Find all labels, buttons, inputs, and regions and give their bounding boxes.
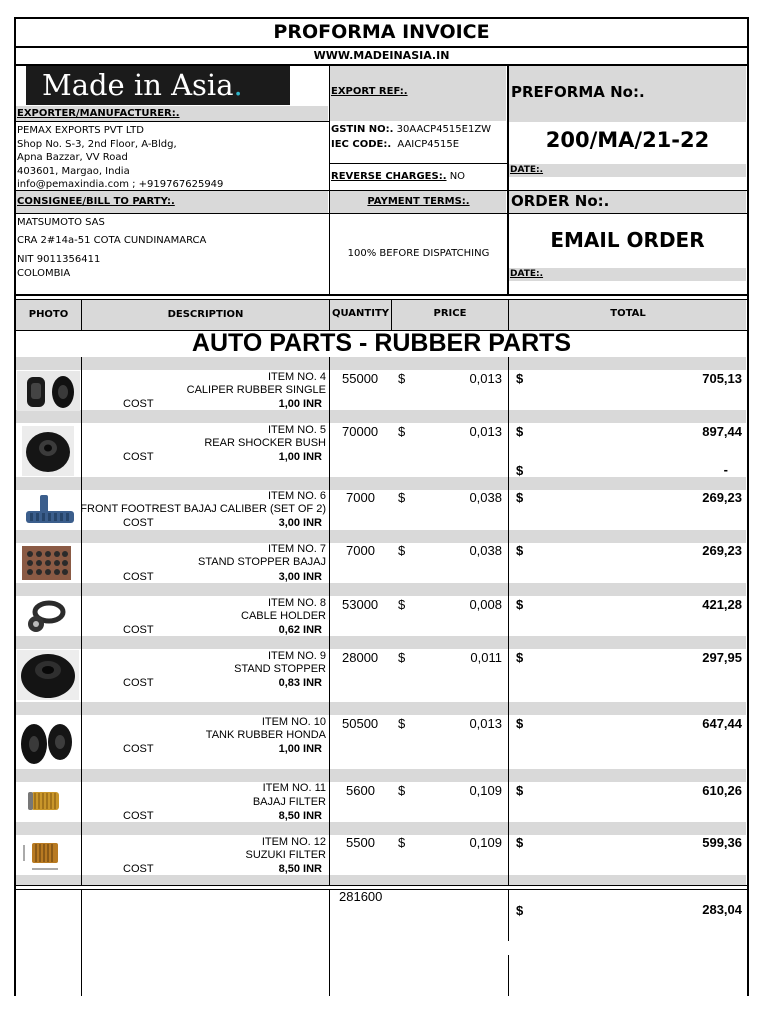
quantity-cell: 28000 (342, 650, 379, 665)
total-currency: $ (516, 835, 524, 850)
extra-total-cell: - (723, 462, 728, 477)
item-number: ITEM NO. 6 (267, 490, 326, 502)
total-cell: 647,44 (702, 716, 742, 731)
export-ref-label-text: EXPORT REF:. (331, 86, 408, 97)
cable-holder-photo (24, 598, 70, 634)
quantity-cell: 5600 (346, 783, 375, 798)
total-cell: 297,95 (702, 650, 742, 665)
price-cell: 0,013 (469, 716, 502, 731)
rubber-bush-photo (17, 371, 80, 411)
total-currency: $ (516, 597, 524, 612)
exporter-label-text: EXPORTER/MANUFACTURER:. (17, 108, 180, 119)
item-number: ITEM NO. 4 (267, 371, 326, 383)
gstin-value: 30AACP4515E1ZW (396, 124, 492, 135)
item-number: ITEM NO. 12 (261, 836, 326, 848)
proforma-label (511, 83, 645, 101)
website-url[interactable] (16, 47, 747, 64)
price-cell: 0,109 (469, 783, 502, 798)
shocker-bush-photo (22, 426, 74, 476)
consignee-label-text: CONSIGNEE/BILL TO PARTY:. (17, 196, 175, 207)
cost-label: COST (123, 398, 154, 410)
exporter-address (17, 124, 223, 192)
column-header-photo-text: PHOTO (28, 309, 69, 320)
cost-value: 8,50 INR (278, 810, 322, 822)
suzuki-filter-photo (20, 837, 70, 873)
logo-text: Made in Asia (42, 68, 234, 102)
total-quantity: 281600 (339, 889, 383, 904)
total-cell: 269,23 (702, 543, 742, 558)
column-header-photo (16, 309, 81, 320)
quantity-cell: 70000 (342, 424, 379, 439)
payment-terms-label-text: PAYMENT TERMS:. (367, 196, 470, 207)
payment-terms-label (330, 196, 507, 207)
column-header-total (509, 308, 747, 319)
price-cell: 0,008 (469, 597, 502, 612)
quantity-cell: 55000 (342, 371, 379, 386)
price-currency: $ (398, 597, 406, 612)
quantity-cell: 50500 (342, 716, 379, 731)
total-cell: 610,26 (702, 783, 742, 798)
quantity-cell: 7000 (346, 543, 375, 558)
order-label (511, 192, 609, 210)
price-cell: 0,109 (469, 835, 502, 850)
total-currency: $ (516, 490, 524, 505)
total-currency: $ (516, 543, 524, 558)
proforma-number-text: 200/MA/21-22 (545, 128, 710, 152)
price-cell: 0,013 (469, 424, 502, 439)
cost-label: COST (123, 677, 154, 689)
iec-label: IEC CODE:. (331, 139, 392, 150)
proforma-number (509, 128, 746, 152)
total-cell: 705,13 (702, 371, 742, 386)
quantity-cell: 53000 (342, 597, 379, 612)
item-name: FRONT FOOTREST BAJAJ CALIBER (SET OF 2) (80, 503, 326, 515)
item-name: CALIPER RUBBER SINGLE (186, 384, 326, 396)
price-currency: $ (398, 783, 406, 798)
item-number: ITEM NO. 7 (267, 543, 326, 555)
exporter-line: Apna Bazzar, VV Road (17, 152, 128, 163)
grand-total-amount: 283,04 (702, 902, 742, 917)
total-currency: $ (516, 371, 524, 386)
item-number: ITEM NO. 9 (267, 650, 326, 662)
website-url-text: WWW.MADEINASIA.IN (313, 49, 450, 62)
price-cell: 0,013 (469, 371, 502, 386)
item-name: STAND STOPPER (234, 663, 326, 675)
reverse-charges-value: NO (449, 171, 466, 182)
extra-total-currency: $ (516, 463, 524, 478)
item-name: TANK RUBBER HONDA (205, 729, 326, 741)
column-header-quantity-text: QUANTITY (331, 308, 390, 319)
item-name: STAND STOPPER BAJAJ (198, 556, 326, 568)
bajaj-filter-photo (25, 786, 65, 816)
price-cell: 0,038 (469, 543, 502, 558)
logo-dot: . (233, 68, 243, 102)
grand-total-currency: $ (516, 903, 524, 918)
payment-terms-value (330, 248, 507, 260)
exporter-email-phone: info@pemaxindia.com ; +919767625949 (17, 179, 224, 190)
consignee-line: MATSUMOTO SAS (17, 217, 105, 228)
consignee-line: CRA 2#14a-51 COTA CUNDINAMARCA (17, 235, 207, 246)
cost-value: 0,62 INR (278, 624, 322, 636)
cost-value: 1,00 INR (278, 451, 322, 463)
section-title (16, 329, 747, 358)
reverse-charges-row (331, 171, 465, 183)
cost-label: COST (123, 571, 154, 583)
item-number: ITEM NO. 5 (267, 424, 326, 436)
item-number: ITEM NO. 10 (261, 716, 326, 728)
column-header-description (82, 309, 329, 320)
total-currency: $ (516, 650, 524, 665)
reverse-charges-label: REVERSE CHARGES:. (331, 171, 447, 182)
price-currency: $ (398, 716, 406, 731)
proforma-label-text: PREFORMA No:. (511, 83, 645, 101)
iec-value: AAICP4515E (397, 139, 460, 150)
item-number: ITEM NO. 8 (267, 597, 326, 609)
cost-value: 1,00 INR (278, 743, 322, 755)
exporter-line: Shop No. S-3, 2nd Floor, A-Bldg, (17, 138, 177, 150)
item-name: SUZUKI FILTER (245, 849, 326, 861)
cost-value: 1,00 INR (278, 398, 322, 410)
price-cell: 0,038 (469, 490, 502, 505)
column-header-description-text: DESCRIPTION (167, 309, 244, 320)
quantity-cell: 5500 (346, 835, 375, 850)
total-currency: $ (516, 716, 524, 731)
made-in-asia-logo (26, 66, 290, 105)
order-date-label (510, 269, 543, 279)
section-title-text: AUTO PARTS - RUBBER PARTS (191, 329, 572, 357)
total-cell: 897,44 (702, 424, 742, 439)
cost-label: COST (123, 451, 154, 463)
price-currency: $ (398, 424, 406, 439)
cost-label: COST (123, 624, 154, 636)
stand-stopper-bajaj-photo (22, 546, 71, 580)
gstin-row (331, 124, 491, 136)
proforma-date-label-text: DATE:. (510, 165, 544, 175)
exporter-label (17, 107, 180, 120)
consignee-line: NIT 9011356411 (17, 254, 101, 265)
gstin-label: GSTIN NO:. (331, 124, 394, 135)
cost-value: 3,00 INR (278, 571, 322, 583)
cost-value: 8,50 INR (278, 863, 322, 875)
column-header-price (392, 308, 508, 319)
cost-label: COST (123, 810, 154, 822)
price-currency: $ (398, 371, 406, 386)
item-name: BAJAJ FILTER (252, 796, 326, 808)
footrest-photo (22, 491, 77, 529)
item-name: CABLE HOLDER (241, 610, 326, 622)
order-number-text: EMAIL ORDER (550, 228, 705, 252)
order-date-label-text: DATE:. (510, 269, 544, 279)
item-name: REAR SHOCKER BUSH (204, 437, 326, 449)
proforma-date-label (510, 165, 543, 175)
total-cell: 421,28 (702, 597, 742, 612)
export-ref-label (331, 86, 408, 97)
cost-value: 3,00 INR (278, 517, 322, 529)
total-currency: $ (516, 424, 524, 439)
cost-label: COST (123, 863, 154, 875)
item-number: ITEM NO. 11 (262, 782, 326, 794)
payment-terms-value-text: 100% BEFORE DISPATCHING (347, 248, 490, 259)
cost-label: COST (123, 517, 154, 529)
column-header-total-text: TOTAL (610, 308, 646, 319)
iec-row (331, 139, 459, 151)
stand-stopper-photo (17, 650, 79, 700)
price-currency: $ (398, 490, 406, 505)
consignee-line: COLOMBIA (17, 268, 71, 279)
total-cell: 269,23 (702, 490, 742, 505)
price-currency: $ (398, 543, 406, 558)
invoice-title-text: PROFORMA INVOICE (273, 21, 490, 43)
cost-label: COST (123, 743, 154, 755)
cost-value: 0,83 INR (278, 677, 322, 689)
consignee-label (17, 196, 175, 207)
order-number (509, 228, 746, 252)
price-currency: $ (398, 650, 406, 665)
total-cell: 599,36 (702, 835, 742, 850)
column-header-quantity (330, 308, 391, 319)
order-label-text: ORDER No:. (511, 192, 610, 210)
tank-rubber-photo (18, 718, 74, 768)
column-header-price-text: PRICE (433, 308, 467, 319)
exporter-line: PEMAX EXPORTS PVT LTD (17, 125, 144, 136)
invoice-title (16, 19, 747, 46)
price-cell: 0,011 (470, 650, 502, 665)
exporter-line: 403601, Margao, India (17, 165, 130, 177)
price-currency: $ (398, 835, 406, 850)
quantity-cell: 7000 (346, 490, 375, 505)
total-currency: $ (516, 783, 524, 798)
